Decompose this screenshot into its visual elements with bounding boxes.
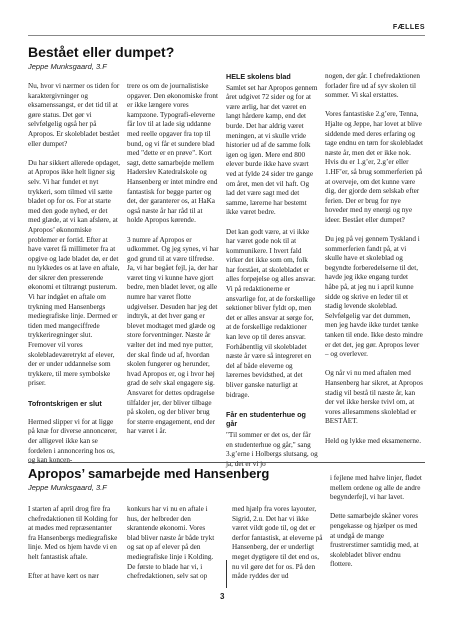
paragraph: med hjælp fra vores layouter, Sigrid, 2.u. Det har vi ikke været vildt gode til, og det er derfor fantastisk, at eleverne på Hansenberg, der er underligt meget dygtigere til det end os, nu vil gøre det for os. På den måde ryddes der ud [232,505,323,581]
paragraph: trere os om de journalistiske opgaver. Den økonomiske front er ikke længere vores kampzone. Typografi-eleverne får lov til at lade sig uddanne med reelle opgaver fra top til bund, og vi får et sundere blad med "dette er en prøve". Kort sagt, dette samarbejde mellem Haderslev Katedralskole og Hansenberg er intet mindre end fantastisk for begge parter og det, der garanterer os, at HaKa også næste år har råd til at holde Apropos kørende. [127,82,219,225]
article2-column-4 [330,474,424,570]
paragraph: Vores fantastiske 2.g’ere, Tenna, Hjalte og Jeppe, har lovet at blive siddende med deres erfaring og tage endnu en tørn for skolebladet næste år, men det er ikke nok. Hvis du er 1.g’er, 2.g’er eller 1.HF’er, så brug sommerferien på at overveje, om det kunne være dig, der gjorde dem selskab efter ferien. Der er brug for nye hoveder med ny energi og nye ideer. Bestået eller dumpet? [325,110,423,224]
paragraph: I starten af april drog fire fra chefredaktionen til Kolding for at mødes med repræsentanter fra Hansenbergs mediegrafiske linje. Med os hjem havde vi en helt fantastisk aftale. [28,505,118,561]
section-tag: FÆLLES [392,24,425,31]
article2-column-2 [127,505,219,582]
paragraph: Og når vi nu med aftalen med Hansenberg har sikret, at Apropos stadig vil bestå til næste år, kan der vel ikke herske tvivl om, at vores allesammens skoleblad er BESTÅET. [325,369,423,426]
paragraph: "Til sommer er det os, der får en studenterhue og går," sang 3.g’erne i Holbergs slutsang, og ja, det er vi jo [226,430,318,468]
paragraph: konkurs har vi nu en aftale i hus, der helbreder den skrantende økonomi. Vores blad bliver næste år både trykt og sat op af elever på den mediegrafiske linje i Kolding. De første to blade har vi, i chefredaktionen, selv sat op [127,505,215,581]
paragraph: Nu, hvor vi nærmer os tiden for karaktergivninger og eksamenssangst, er det tid til at gøre status. Det gør vi selvfølgelig også her på Apropos. Er skolebladet bestået eller dumpet? [28,82,120,148]
paragraph: Det kan godt være, at vi ikke har været gode nok til at kommunikere. I hvert fald virker det ikke som om, folk har forstået, at skolebladet er alles forpøjelse og alles ansvar. Vi på redaktionerne er ansvarlige for, at de forskellige sektioner bliver fyldt op, men det er alles ansvar at sørge for, at de forskellige redaktioner kan leve op til deres ansvar. Forhåbentlig vil skolebladet næste år være så integreret en del af både eleverne og lærernes bevidsthed, at det bliver ganske naturligt at bidrage. [226,227,316,399]
article-byline: Jeppe Munksgaard, 3.F [28,483,107,492]
paragraph: Du jeg på vej gennem Tyskland i sommerferien fandt på, at vi skulle have et skoleblad og begyndte forberedelserne til det, havde jeg ikke engang turdet håbe på, at jeg nu i april kunne sidde og skrive en leder til et stadig levende skoleblad. Selvfølgelig var det dummen, men jeg havde ikke turdet tænke tanken til ende. Ikke desto mindre er det det, jeg gør. Apropos lever – og overlever. [325,235,423,359]
paragraph: 3 numre af Apropos er udkommet. Og jeg synes, vi har god grund til at være tilfredse. Ja, vi har begået fejl, ja, der har været ting vi kunne have gjort bedre, men bladet lever, og alle numre har været flotte udgivelser. Desuden har jeg det indtryk, at det hver gang er blevet modtaget med glæde og store forventninger. Næste år vælter det ind med nye putter, der skal finde ud af, hvordan skolen fungerer og herunder, hvad Apropos er, og i hvor høj grad de selv skal engagere sig. Ansvaret for dettes opdragelse tilfalder jer, der bliver tilbage på skolen, og der bliver brug for større engagement, end der har været i år. [127,235,219,436]
page-number-rule [226,560,227,588]
article-headline: Bestået eller dumpet? [28,44,175,60]
paragraph: nogen, der går. I chefredaktionen forlader fire ud af syv skolen til sommer. Vi skal erstattes. [325,72,420,100]
paragraph: Efter at have kørt os nær [28,572,99,581]
article1-column-4 [325,72,423,446]
paragraph: Samlet set har Apropos gennem året udgivet 72 sider og for at være ærlig, har det været en langt hårdere kamp, end det burde. Det har aldrig været meningen, at vi skulle vride historier ud af de samme folk igen og igen. Mere end 800 elever burde ikke have svært ved at fylde 24 sider tre gange om året, men det vil haft. Og lad det være sagt med det samme, lærerne har bestemt ikke været bedre. [226,83,318,217]
article1-column-3 [226,72,318,469]
paragraph: i fejlene med halve linjer, flødet mellem ordene og alle de andre begynderfejl, vi har lavet. [330,474,422,502]
article1-column-2 [127,82,219,437]
subheading: Får en studenterhue og går [226,409,306,429]
paragraph: Du har sikkert allerede opdaget, at Apropos ikke helt ligner sig selv. Vi har fundet et nyt trykkeri, som tilmed vil sætte bladet op for os. For at starte med den gode nyhed, er det med glæde, at vi kan afsløre, at Apropos’ økonomiske problemer er fortid. Efter at have været få millimeter fra at opgive og lade bladet dø, er det nu lykkedes os at lave en aftale, der sikrer den presserende økonomi et tiltrængt pusterum. Vi har indgået en aftale om trykning med Hansenbergs mediegrafiske linje. Dermed er tiden med mangeciffrede trykkeriregninger slut. Fremover vil vores skolebladeværetrykt af elever, der er under uddannelse som trykkere, til mere symbolske priser. [28,158,121,388]
header-rule [28,35,425,36]
page-number: 3 [220,592,225,601]
article-headline: Apropos’ samarbejde med Hansenberg [28,466,270,481]
article-byline: Jeppe Munksgaard, 3.F [28,62,107,71]
paragraph: Held og lykke med eksamenerne. [325,436,421,445]
article2-column-1 [28,505,120,582]
subheading: HELE skolens blad [226,72,291,81]
paragraph: Dette samarbejde skåner vores pengekasse og hjælper os med at undgå de mange frustrerstimer samtidig med, at skolebladet bliver endnu flottere. [330,512,419,569]
article2-column-3 [232,505,324,582]
article1-column-1 [28,82,120,466]
article-divider [28,462,425,463]
subheading: Tofrontskrigen er slut [28,398,102,408]
paragraph: Hermed slipper vi for at ligge på knæ for diverse annoncører, der alligevel ikke kan se fordelen i annoncering hos os, og kan koncen- [28,417,117,465]
